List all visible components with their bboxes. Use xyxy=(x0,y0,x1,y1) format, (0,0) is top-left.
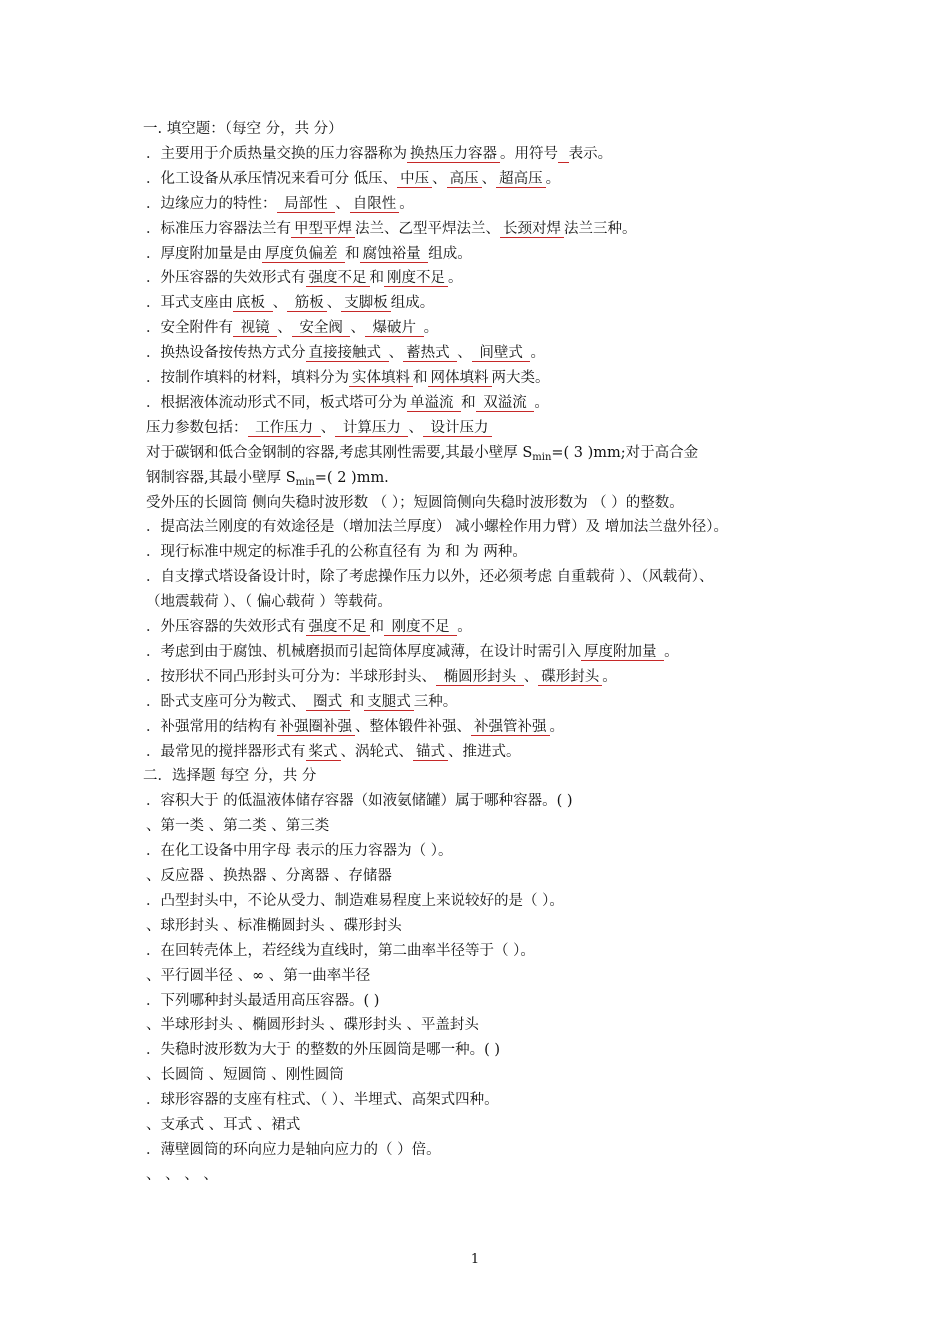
answer-blank: 碟形封头 xyxy=(538,669,602,686)
question-text: ．考虑到由于腐蚀、机械磨损而引起筒体厚度减薄，在设计时需引入 xyxy=(146,643,581,660)
question-text: ．外压容器的失效形式有 xyxy=(146,619,306,635)
answer-blank: 中压 xyxy=(397,171,432,188)
fill-blank-item xyxy=(146,617,472,637)
fill-blank-item xyxy=(146,592,392,612)
answer-blank: 蓄热式 xyxy=(403,345,457,362)
answer-blank: 补强管补强 xyxy=(471,719,550,736)
answer-blank: 支腿式 xyxy=(364,694,414,711)
question-text: 、整体锻件补强、 xyxy=(355,718,471,735)
question-text: ．卧式支座可分为鞍式、 xyxy=(146,693,306,710)
question-text: 。 xyxy=(602,668,617,685)
question-text: 受外压的长圆筒 侧向失稳时波形数 （ ）；短圆筒侧向失稳时波形数为 （ ）的整数。 xyxy=(146,494,684,511)
question-text: 和 xyxy=(349,693,365,710)
question-text: 、 xyxy=(326,295,342,312)
answer-blank: 圈式 xyxy=(306,694,350,711)
question-text: 、反应器 、换热器 、分离器 、存储器 xyxy=(146,868,392,884)
answer-blank: 刚度不足 xyxy=(384,619,457,636)
question-text: ．提高法兰刚度的有效途径是（增加法兰厚度） 减小螺栓作用力臂）及 增加法兰盘外径）。 xyxy=(146,519,728,536)
question-text: 、长圆筒 、短圆筒 、刚性圆筒 xyxy=(146,1067,344,1084)
question-text: 。 xyxy=(534,394,549,411)
answer-blank: 高压 xyxy=(447,171,482,188)
answer-blank: 间壁式 xyxy=(472,345,531,362)
question-text: =( 2 )mm. xyxy=(314,469,389,486)
question-text: 压力参数包括： xyxy=(146,419,248,436)
answer-blank: 爆破片 xyxy=(365,320,424,337)
answer-blank: 补强圈补强 xyxy=(277,719,356,736)
question-text: 、半球形封头 、椭圆形封头 、碟形封头 、平盖封头 xyxy=(146,1017,479,1034)
question-text: ．现行标准中规定的标准手孔的公称直径有 为 和 为 两种。 xyxy=(146,544,527,561)
question-text: 。 xyxy=(664,643,679,660)
question-text: 钢制容器,其最小壁厚 S xyxy=(146,469,296,486)
question-text: 。 xyxy=(423,320,439,337)
choice-question xyxy=(146,1140,441,1160)
question-text: 、 xyxy=(523,668,539,685)
fill-blank-item xyxy=(146,343,545,363)
question-text: ．凸型封头中，不论从受力、制造难易程度上来说较好的是（ ）。 xyxy=(146,892,564,909)
question-text: 和 xyxy=(369,270,384,287)
fill-blank-item xyxy=(146,244,472,264)
fill-blank-item xyxy=(146,692,457,712)
fill-blank-item xyxy=(146,443,698,463)
question-text: ．化工设备从承压情况来看可分 低压、 xyxy=(146,170,398,187)
choice-options xyxy=(146,816,329,836)
question-text: =( 3 )mm;对于高合金 xyxy=(551,444,699,461)
fill-blank-item xyxy=(146,468,389,488)
question-text: 和 xyxy=(369,619,384,635)
answer-blank: 单溢流 xyxy=(407,395,461,412)
answer-blank: 视镜 xyxy=(233,320,277,337)
question-text: ．边缘应力的特性： xyxy=(146,195,277,212)
question-text: 、 xyxy=(272,295,288,312)
question-text: ．失稳时波形数为大于 的整数的外压圆筒是哪一种。( ) xyxy=(146,1042,501,1059)
page-number: 1 xyxy=(470,1252,480,1267)
question-text: 组成。 xyxy=(390,295,435,312)
question-text: ．外压容器的失效形式有 xyxy=(146,270,306,287)
question-text: 和 xyxy=(413,370,428,386)
question-text: 、 xyxy=(481,170,497,187)
answer-blank: 自限性 xyxy=(350,196,400,213)
question-text: ．薄壁圆筒的环向应力是轴向应力的（ ）倍。 xyxy=(146,1141,441,1158)
fill-blank-item xyxy=(146,567,713,587)
choice-question xyxy=(146,841,452,861)
question-text: 、 xyxy=(457,345,472,362)
choice-question xyxy=(146,1090,499,1110)
fill-blank-item xyxy=(146,493,684,513)
answer-blank: 刚度不足 xyxy=(384,270,448,287)
fill-blank-item xyxy=(146,268,463,288)
choice-question xyxy=(146,791,573,811)
question-text: 。用符号 xyxy=(500,145,558,162)
fill-blank-item xyxy=(146,318,438,338)
question-text: ．根据液体流动形式不同，板式塔可分为 xyxy=(146,394,407,411)
question-text: ．安全附件有 xyxy=(146,320,233,337)
question-text: 、 xyxy=(277,320,292,337)
answer-blank: 计算压力 xyxy=(335,420,408,437)
choice-options xyxy=(146,966,370,986)
question-text: ．补强常用的结构有 xyxy=(146,718,277,735)
question-text: 。 xyxy=(545,170,561,187)
choice-question xyxy=(146,891,564,911)
fill-blank-item xyxy=(146,194,414,214)
fill-blank-item xyxy=(146,517,728,537)
question-text: 。 xyxy=(457,619,472,635)
section-2-heading: 二．选择题 每空 分，共 分 xyxy=(143,768,317,785)
section-1-heading: 一. 填空题：（每空 分，共 分） xyxy=(143,121,343,137)
question-text: ．在化工设备中用字母 表示的压力容器为（ ）。 xyxy=(146,843,453,860)
question-text: 、球形封头 、标准椭圆封头 、碟形封头 xyxy=(146,917,402,934)
question-text: ．球形容器的支座有柱式、（ ）、半埋式、高架式四种。 xyxy=(146,1092,499,1109)
question-text: ．耳式支座由 xyxy=(146,295,233,312)
fill-blank-item xyxy=(146,742,521,762)
fill-blank-item xyxy=(146,717,564,737)
question-text: 对于碳钢和低合金钢制的容器,考虑其刚性需要,其最小壁厚 S xyxy=(146,444,533,461)
subscript-text: min xyxy=(295,476,315,488)
fill-blank-item xyxy=(146,368,550,388)
question-text: ．标准压力容器法兰有 xyxy=(146,220,291,237)
answer-blank: 甲型平焊 xyxy=(291,221,355,238)
answer-blank: 工作压力 xyxy=(248,420,321,437)
choice-options xyxy=(146,1015,479,1035)
answer-blank: 厚度负偏差 xyxy=(262,246,345,263)
question-text: 、平行圆半径 、∞ 、第一曲率半径 xyxy=(146,967,371,984)
answer-blank: 桨式 xyxy=(306,744,341,761)
answer-blank: 椭圆形封头 xyxy=(436,669,524,686)
answer-blank xyxy=(558,146,569,163)
answer-blank: 厚度附加量 xyxy=(581,644,664,661)
answer-blank: 腐蚀裕量 xyxy=(360,246,429,263)
question-text: 、涡轮式、 xyxy=(340,743,413,760)
question-text: 、 xyxy=(408,419,423,436)
fill-blank-item xyxy=(146,293,434,313)
choice-options xyxy=(146,916,402,936)
answer-blank: 实体填料 xyxy=(349,370,413,387)
answer-blank: 支脚板 xyxy=(341,295,391,312)
question-text: ．容积大于 的低温液体储存容器（如液氨储罐）属于哪种容器。( ) xyxy=(146,793,573,810)
question-text: 、推进式。 xyxy=(448,743,521,760)
fill-blank-item xyxy=(146,642,679,662)
question-text: ．按形状不同凸形封头可分为：半球形封头、 xyxy=(146,668,436,685)
fill-blank-item xyxy=(146,144,612,164)
fill-blank-item xyxy=(146,169,560,189)
question-text: 、 、 、 、 xyxy=(146,1166,218,1183)
answer-blank: 直接接触式 xyxy=(306,345,389,362)
answer-blank: 筋板 xyxy=(287,295,327,312)
choice-options xyxy=(146,1065,344,1085)
answer-blank: 双溢流 xyxy=(476,395,535,412)
question-text: ．下列哪种封头最适用高压容器。( ) xyxy=(146,992,380,1009)
fill-blank-item xyxy=(146,542,527,562)
answer-blank: 换热压力容器 xyxy=(407,146,500,163)
answer-blank: 长颈对焊 xyxy=(500,221,564,238)
answer-blank: 强度不足 xyxy=(306,619,370,636)
question-text: 组成。 xyxy=(428,245,472,262)
answer-blank: 网体填料 xyxy=(428,370,492,387)
choice-question xyxy=(146,991,379,1011)
answer-blank: 安全阀 xyxy=(292,320,351,337)
answer-blank: 局部性 xyxy=(277,196,336,213)
question-text: 。 xyxy=(399,195,414,212)
fill-blank-item xyxy=(146,667,617,687)
question-text: 、 xyxy=(350,320,365,337)
answer-blank: 超高压 xyxy=(496,171,546,188)
question-text: 表示。 xyxy=(568,145,613,162)
choice-options xyxy=(146,1115,300,1135)
answer-blank: 锚式 xyxy=(413,744,448,761)
choice-options xyxy=(146,866,392,886)
question-text: ．按制作填料的材料，填料分为 xyxy=(146,370,349,386)
answer-blank: 强度不足 xyxy=(306,270,370,287)
question-text: ．最常见的搅拌器形式有 xyxy=(146,743,306,760)
fill-blank-item xyxy=(146,418,492,438)
question-text: 法兰三种。 xyxy=(564,220,637,237)
answer-blank: 设计压力 xyxy=(423,420,492,437)
question-text: 三种。 xyxy=(413,693,458,710)
question-text: 和 xyxy=(345,245,360,262)
question-text: 两大类。 xyxy=(491,370,550,386)
question-text: 和 xyxy=(461,394,476,411)
question-text: 。 xyxy=(549,718,564,735)
fill-blank-item xyxy=(146,219,637,239)
answer-blank: 底板 xyxy=(233,295,273,312)
question-text: ．主要用于介质热量交换的压力容器称为 xyxy=(146,145,407,162)
question-text: ．换热设备按传热方式分 xyxy=(146,345,306,362)
fill-blank-item xyxy=(146,393,549,413)
question-text: ．厚度附加量是由 xyxy=(146,245,262,262)
subscript-text: min xyxy=(532,451,552,463)
choice-options xyxy=(146,1165,218,1185)
choice-question xyxy=(146,941,535,961)
question-text: （地震载荷 ）、（ 偏心载荷 ）等载荷。 xyxy=(146,594,392,611)
question-text: 。 xyxy=(530,345,545,362)
question-text: 。 xyxy=(448,270,463,287)
question-text: 、支承式 、耳式 、裙式 xyxy=(146,1117,301,1133)
question-text: 、第一类 、第二类 、第三类 xyxy=(146,818,330,835)
question-text: ．自支撑式塔设备设计时，除了考虑操作压力以外，还必须考虑 自重载荷 ）、（风载荷）、 xyxy=(146,569,714,586)
question-text: 、 xyxy=(388,345,404,362)
question-text: 法兰、乙型平焊法兰、 xyxy=(355,220,500,237)
choice-question xyxy=(146,1040,500,1060)
question-text: 、 xyxy=(432,170,447,187)
question-text: 、 xyxy=(320,419,336,436)
question-text: ．在回转壳体上，若经线为直线时，第二曲率半径等于（ ）。 xyxy=(146,942,535,959)
question-text: 、 xyxy=(335,195,350,212)
